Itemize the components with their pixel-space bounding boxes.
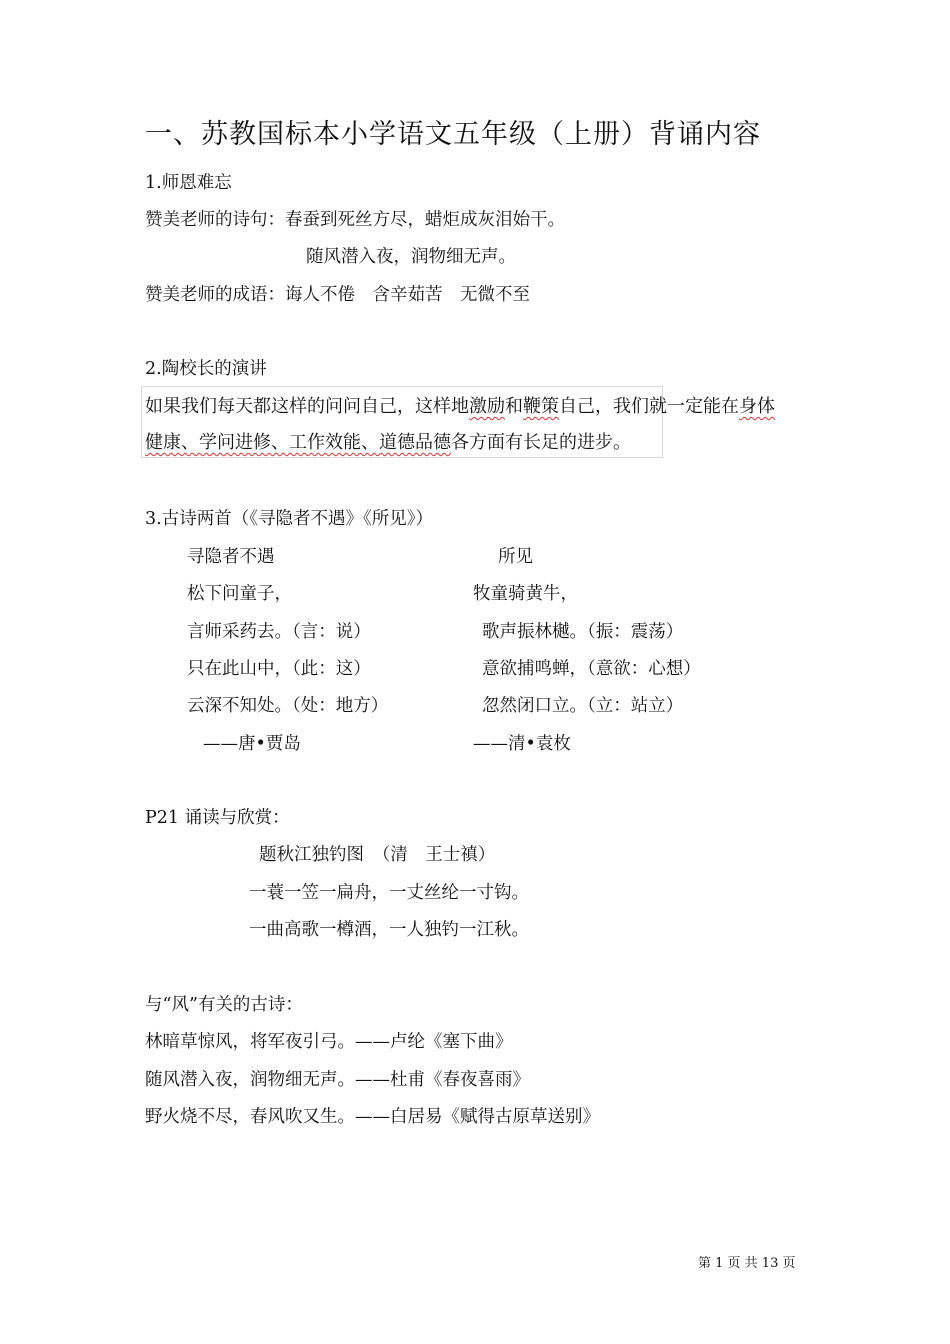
speech-text-flagged: 健康、学问进修、工作效能、道德品德 — [145, 432, 451, 453]
wind-poem-line: 野火烧不尽，春风吹又生。——白居易《赋得古原草送别》 — [145, 1107, 600, 1127]
wind-poem-line: 随风潜入夜，润物细无声。——杜甫《春夜喜雨》 — [145, 1070, 530, 1090]
wind-poem-line: 林暗草惊风，将军夜引弓。——卢纶《塞下曲》 — [145, 1032, 513, 1052]
poem-left-author: ——唐•贾岛 — [203, 734, 301, 754]
poem-right-line: 歌声振林樾。（振：震荡） — [482, 622, 684, 642]
poem-left-line: 言师采药去。（言：说） — [187, 622, 371, 642]
poem-right-author: ——清•袁枚 — [473, 734, 571, 754]
page-title: 一、苏教国标本小学语文五年级（上册）背诵内容 — [145, 119, 761, 150]
poem-right-line: 牧童骑黄牛， — [473, 584, 578, 604]
section-1-title: 1.师恩难忘 — [145, 173, 232, 193]
speech-line-2 — [145, 431, 631, 455]
speech-text: 和 — [505, 396, 523, 417]
speech-text: 自己，我们就一定能在 — [559, 396, 739, 417]
poem-praise-label: 赞美老师的诗句： — [145, 210, 285, 230]
speech-text: 各方面有长足的进步。 — [451, 432, 631, 453]
poem-left-title: 寻隐者不遇 — [187, 547, 275, 567]
poem-left-line: 只在此山中，（此：这） — [187, 659, 371, 679]
poem-right-title: 所见 — [498, 547, 533, 567]
speech-text-flagged: 激励 — [469, 396, 505, 417]
speech-line-1 — [145, 395, 775, 419]
appreciation-poem-title: 题秋江独钓图 （清 王士禛） — [259, 845, 496, 865]
poem-right-line: 忽然闭口立。（立：站立） — [482, 696, 684, 716]
section-2-title: 2.陶校长的演讲 — [145, 359, 267, 379]
appreciation-poem-line: 一曲高歌一樽酒，一人独钓一江秋。 — [249, 920, 529, 940]
appreciation-poem-line: 一蓑一笠一扁舟，一丈丝纶一寸钩。 — [249, 883, 529, 903]
poem-right-line: 意欲捕鸣蝉，（意欲：心想） — [482, 659, 701, 679]
idiom-praise-line — [145, 283, 530, 307]
section-4-title: P21 诵读与欣赏： — [145, 808, 290, 828]
idiom-list: 诲人不倦 含辛茹苦 无微不至 — [285, 285, 530, 305]
speech-text-flagged: 身体 — [739, 396, 775, 417]
section-5-title: 与“风”有关的古诗： — [145, 995, 303, 1015]
poem-left-line: 云深不知处。（处：地方） — [187, 696, 389, 716]
speech-text-flagged: 鞭策 — [523, 396, 559, 417]
poem-praise-verse-2: 随风潜入夜，润物细无声。 — [306, 247, 516, 267]
page-footer: 第 1 页 共 13 页 — [698, 1256, 796, 1271]
poem-praise-line — [145, 208, 565, 232]
section-3-title: 3.古诗两首（《寻隐者不遇》《所见》） — [145, 509, 433, 529]
speech-text: 如果我们每天都这样的问问自己，这样地 — [145, 396, 469, 417]
idiom-praise-label: 赞美老师的成语： — [145, 285, 285, 305]
poem-praise-verse-1: 春蚕到死丝方尽，蜡炬成灰泪始干。 — [285, 210, 565, 230]
poem-left-line: 松下问童子， — [187, 584, 292, 604]
